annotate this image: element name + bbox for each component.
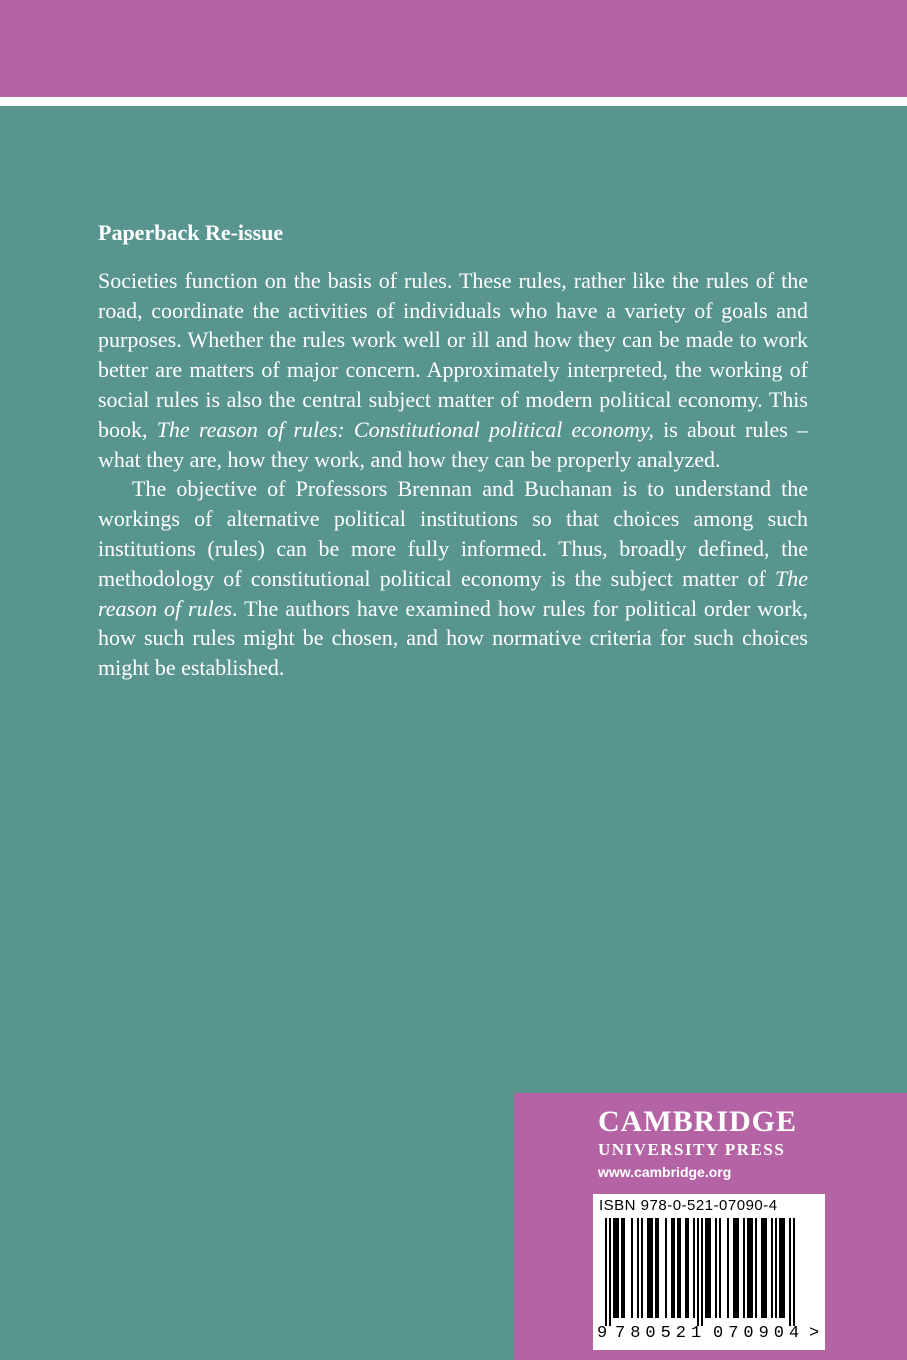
barcode-bar	[749, 1218, 751, 1318]
blurb-paragraph-2	[98, 474, 808, 683]
blurb-p2-text-end: . The authors have examined how rules for political order work, how such rules might be chosen, and how normative criteria for such choices might be established.	[98, 595, 808, 681]
blurb-p1-text-start: Societies function on the basis of rules. These rules, rather like the rules of the road, coordinate the activities of individuals who have a variety of goals and purposes. Whether the rules work well or ill and how they can be made to work better are matters of major concern. Approximately interpreted, the working of social rules is also the central subject matter of modern political economy. This book,	[98, 267, 808, 442]
barcode-bar	[605, 1218, 607, 1326]
barcode-bar	[709, 1218, 711, 1318]
barcode-bar	[735, 1218, 737, 1318]
barcode-bar	[789, 1218, 791, 1326]
barcode-bar	[621, 1218, 623, 1318]
barcode-bar	[765, 1218, 767, 1318]
barcode-bar	[613, 1218, 615, 1318]
barcode-bar	[747, 1218, 749, 1318]
barcode-bar	[733, 1218, 735, 1318]
blurb-p2-text-start: The objective of Professors Brennan and Buchanan is to understand the workings of alternative political institutions so that choices among such institutions (rules) can be more fully informed. Thus, broadly defined, the methodology of constitutional political economy is the subject matter of	[98, 476, 808, 591]
barcode-bar	[781, 1218, 783, 1318]
barcode-bars	[605, 1218, 815, 1326]
barcode-bar	[623, 1218, 625, 1318]
barcode-bar	[701, 1218, 703, 1326]
barcode-bar	[617, 1218, 619, 1318]
barcode-bar	[771, 1218, 773, 1318]
barcode-bar	[751, 1218, 753, 1318]
barcode-bar	[665, 1218, 667, 1318]
barcode-bar	[719, 1218, 721, 1318]
barcode-bar	[609, 1218, 611, 1326]
barcode-bar	[647, 1218, 649, 1318]
barcode-bar	[705, 1218, 707, 1318]
blurb-p1-text-end: is about rules – what they are, how they work, and how they can be properly analyzed.	[98, 416, 808, 472]
barcode-bar	[687, 1218, 689, 1318]
barcode-bar	[783, 1218, 785, 1318]
publisher-url: www.cambridge.org	[598, 1164, 732, 1180]
blurb-p2-book-title: The reason of rules	[98, 565, 808, 621]
barcode-bar	[743, 1218, 745, 1318]
barcode-bar	[737, 1218, 739, 1318]
barcode-right-group: 070904	[713, 1324, 805, 1343]
barcode-bar	[715, 1218, 717, 1318]
isbn-label: ISBN 978-0-521-07090-4	[599, 1197, 778, 1214]
barcode-bar	[649, 1218, 651, 1318]
barcode-bar	[679, 1218, 681, 1318]
barcode-bar	[685, 1218, 687, 1318]
barcode-bar	[697, 1218, 699, 1326]
barcode-lead-digit: 9	[597, 1324, 608, 1343]
isbn-barcode	[593, 1194, 825, 1350]
barcode-bar	[657, 1218, 659, 1318]
back-cover-blurb	[98, 218, 808, 683]
barcode-left-group: 780521	[615, 1324, 707, 1343]
white-divider-stripe	[0, 97, 907, 106]
barcode-bar	[631, 1218, 633, 1318]
barcode-bar	[755, 1218, 757, 1318]
publisher-subname: UNIVERSITY PRESS	[598, 1140, 786, 1159]
barcode-bar	[671, 1218, 673, 1318]
barcode-bar	[673, 1218, 675, 1318]
barcode-bar	[655, 1218, 657, 1318]
barcode-bar	[775, 1218, 777, 1318]
barcode-bar	[641, 1218, 643, 1318]
publisher-block	[514, 1093, 907, 1360]
blurb-paragraph-1	[98, 266, 808, 475]
barcode-bar	[637, 1218, 639, 1318]
barcode-bar	[677, 1218, 679, 1318]
barcode-bar	[761, 1218, 763, 1318]
barcode-bar	[651, 1218, 653, 1318]
barcode-bar	[763, 1218, 765, 1318]
barcode-bar	[615, 1218, 617, 1318]
barcode-bar	[707, 1218, 709, 1318]
blurb-heading: Paperback Re-issue	[98, 220, 284, 245]
top-color-band	[0, 0, 907, 97]
barcode-bar	[727, 1218, 729, 1318]
barcode-bar	[779, 1218, 781, 1318]
publisher-name: CAMBRIDGE	[598, 1105, 798, 1138]
barcode-bar	[693, 1218, 695, 1318]
barcode-bar	[793, 1218, 795, 1326]
blurb-p1-book-title: The reason of rules: Constitutional political economy,	[156, 416, 654, 442]
barcode-quiet-mark: >	[809, 1324, 820, 1343]
